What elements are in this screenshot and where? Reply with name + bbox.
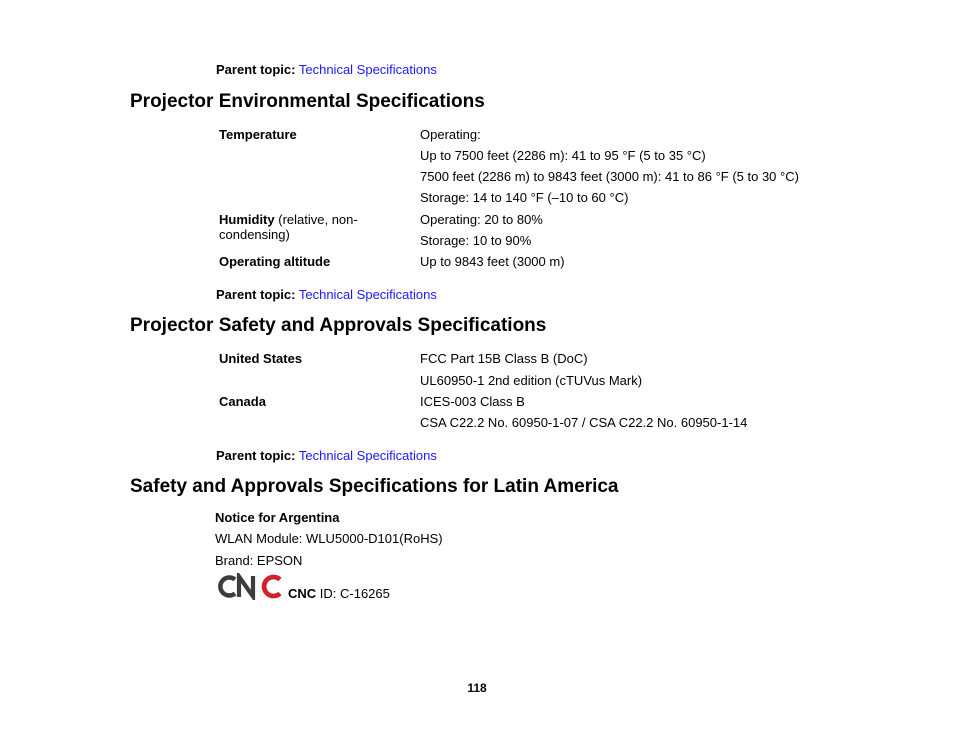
parent-topic-label: Parent topic: xyxy=(216,62,296,77)
parent-topic-2 xyxy=(216,287,437,303)
temperature-label: Temperature xyxy=(219,127,297,142)
humidity-value-1: Operating: 20 to 80% xyxy=(420,212,543,227)
temperature-value-2: Up to 7500 feet (2286 m): 41 to 95 °F (5 to 35 °C) xyxy=(420,148,706,163)
parent-topic-link[interactable]: Technical Specifications xyxy=(298,62,437,77)
brand: Brand: EPSON xyxy=(215,553,303,568)
parent-topic-label: Parent topic: xyxy=(216,448,296,463)
env-heading: Projector Environmental Specifications xyxy=(130,91,485,112)
altitude-value: Up to 9843 feet (3000 m) xyxy=(420,254,565,269)
temperature-value-1: Operating: xyxy=(420,127,481,142)
parent-topic-label: Parent topic: xyxy=(216,287,296,302)
parent-topic-link[interactable]: Technical Specifications xyxy=(298,448,437,463)
parent-topic-1 xyxy=(216,62,437,78)
us-value-2: UL60950-1 2nd edition (cTUVus Mark) xyxy=(420,373,643,388)
us-label: United States xyxy=(219,351,303,366)
parent-topic-3 xyxy=(216,448,437,464)
us-value-1: FCC Part 15B Class B (DoC) xyxy=(420,351,588,366)
notice-title: Notice for Argentina xyxy=(215,510,340,525)
temperature-value-3: 7500 feet (2286 m) to 9843 feet (3000 m): 41 to 86 °F (5 to 30 °C) xyxy=(420,169,799,184)
humidity-value-2: Storage: 10 to 90% xyxy=(420,233,532,248)
latam-heading: Safety and Approvals Specifications for Latin America xyxy=(130,476,619,497)
wlan-module: WLAN Module: WLU5000-D101(RoHS) xyxy=(215,531,443,546)
altitude-label: Operating altitude xyxy=(219,254,331,269)
cnc-logo xyxy=(215,573,285,600)
canada-label: Canada xyxy=(219,394,266,409)
cnc-id-value: ID: C-16265 xyxy=(316,586,390,601)
canada-value-1: ICES-003 Class B xyxy=(420,394,525,409)
canada-value-2: CSA C22.2 No. 60950-1-07 / CSA C22.2 No. 60950-1-14 xyxy=(420,415,748,430)
cnc-id xyxy=(288,586,390,602)
humidity-note: (relative, non-condensing) xyxy=(219,212,358,242)
humidity-label: Humidity xyxy=(219,212,275,227)
safety-heading: Projector Safety and Approvals Specifications xyxy=(130,315,547,336)
cnc-bold: CNC xyxy=(288,586,317,601)
temperature-value-4: Storage: 14 to 140 °F (–10 to 60 °C) xyxy=(420,190,629,205)
parent-topic-link[interactable]: Technical Specifications xyxy=(298,287,437,302)
humidity-label-cell xyxy=(219,212,389,242)
page-number: 118 xyxy=(467,681,487,695)
